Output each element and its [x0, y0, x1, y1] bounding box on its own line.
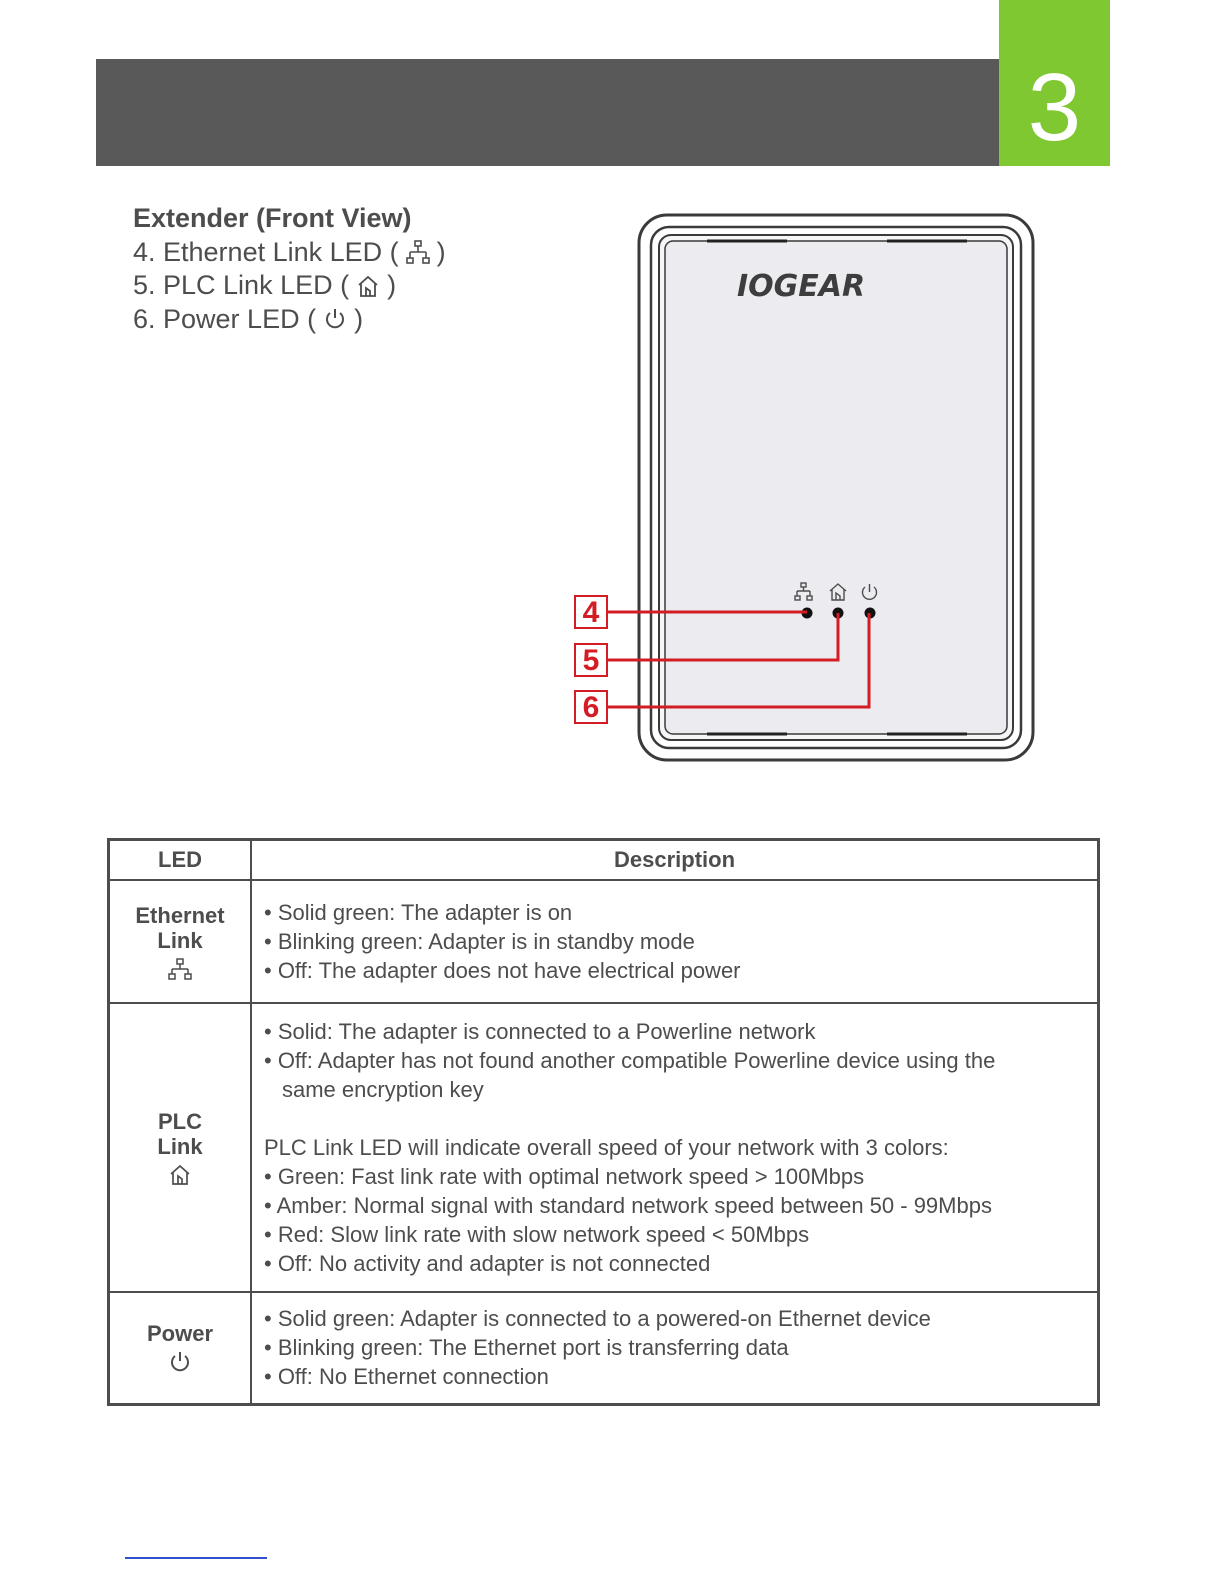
table-row [109, 1292, 1099, 1404]
legend-item-text: 4. Ethernet Link LED ( [133, 236, 399, 267]
power-icon [322, 306, 348, 332]
plc-home-icon [168, 1163, 192, 1187]
led-name-line: Link [157, 1133, 203, 1159]
callout-6: 6 [574, 690, 608, 724]
table-row [109, 880, 1099, 1003]
description-ethernet [251, 880, 1099, 1003]
header-bar [96, 59, 999, 166]
description-spacer [264, 1104, 1085, 1133]
description-line: same encryption key [282, 1077, 484, 1102]
description-line: • Blinking green: The Ethernet port is transferring data [264, 1335, 789, 1361]
description-line: • Off: The adapter does not have electrical power [264, 958, 741, 983]
description-line: • Amber: Normal signal with standard network speed between 50 - 99Mbps [264, 1193, 992, 1218]
power-led [865, 608, 876, 619]
description-line: • Red: Slow link rate with slow network speed < 50Mbps [264, 1222, 810, 1247]
led-name-line: Link [157, 927, 203, 953]
ethernet-icon [405, 239, 431, 265]
legend-item-ethernet [133, 236, 446, 270]
description-line: • Solid: The adapter is connected to a Powerline network [264, 1019, 816, 1044]
plc-home-icon [355, 273, 381, 299]
legend-item-text: ) [387, 270, 397, 300]
led-name-line: Ethernet [135, 902, 225, 928]
extender-front-view [637, 213, 1035, 762]
led-name-line: Power [146, 1321, 214, 1347]
led-name-line: PLC [158, 1108, 202, 1134]
table-row [109, 1003, 1099, 1292]
callout-4: 4 [574, 595, 608, 629]
footer-link-underline [125, 1557, 267, 1559]
page-number: 3 [999, 0, 1110, 166]
legend-title: Extender (Front View) [133, 203, 412, 233]
ethernet-icon [168, 957, 192, 981]
legend-item-text: ) [354, 303, 364, 334]
ethernet-led [802, 608, 813, 619]
legend-item-plc [133, 269, 446, 303]
legend-item-text: 6. Power LED ( [133, 303, 317, 334]
callout-5: 5 [574, 643, 608, 677]
description-line: • Off: No activity and adapter is not connected [264, 1251, 711, 1276]
led-name-ethernet [109, 880, 252, 1003]
plc-led [833, 608, 844, 619]
led-legend [133, 202, 446, 336]
description-line: • Solid green: Adapter is connected to a powered-on Ethernet device [264, 1306, 931, 1332]
description-line: • Green: Fast link rate with optimal network speed > 100Mbps [264, 1164, 865, 1189]
led-description-table [107, 838, 1100, 1406]
description-line: • Blinking green: Adapter is in standby mode [264, 929, 695, 954]
description-plc [251, 1003, 1099, 1292]
description-line: • Off: Adapter has not found another compatible Powerline device using the [264, 1048, 996, 1073]
legend-item-power [133, 303, 446, 337]
table-header-row [109, 840, 1099, 881]
led-name-plc [109, 1003, 252, 1292]
description-power [251, 1292, 1099, 1404]
description-line: • Off: No Ethernet connection [264, 1364, 549, 1390]
header-led: LED [109, 840, 252, 881]
brand-logo: IOGEAR [737, 269, 866, 304]
power-icon [168, 1350, 192, 1374]
header-description: Description [251, 840, 1099, 881]
legend-item-text: 5. PLC Link LED ( [133, 270, 350, 300]
description-line: PLC Link LED will indicate overall speed of your network with 3 colors: [264, 1135, 949, 1160]
description-line: • Solid green: The adapter is on [264, 900, 573, 925]
led-name-power [109, 1292, 252, 1404]
legend-item-text: ) [436, 236, 446, 267]
